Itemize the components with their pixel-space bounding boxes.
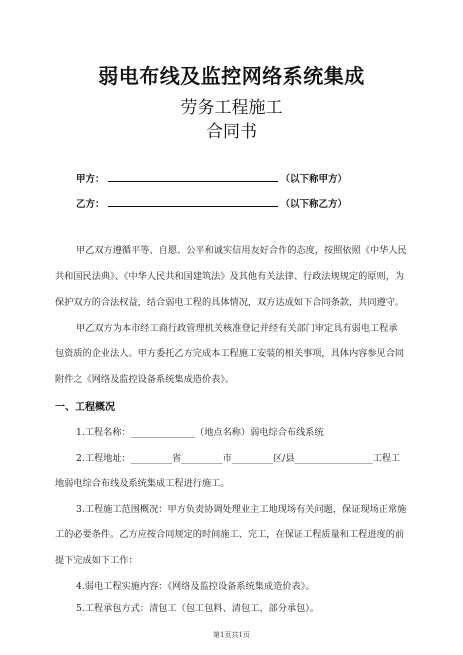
page-footer: 第1页共1页 bbox=[213, 631, 250, 639]
item-3-line-3: 提下完成如下工作： bbox=[55, 555, 138, 566]
item-1: 1.工程名称：______________（地点名称）弱电综合布线系统 bbox=[76, 427, 324, 438]
party-a-row bbox=[76, 171, 347, 185]
party-b-row bbox=[76, 196, 347, 210]
item-3-line-2: 工的必要条件。乙方应按合同规定的时间施工、完工，在保证工程质量和工程进度的前 bbox=[55, 529, 405, 540]
document-subtitle-2: 合同书 bbox=[206, 122, 257, 142]
item-2-line-2: 地弱电综合布线及系统集成工程进行施工。 bbox=[55, 478, 230, 489]
party-a-label: 甲方： bbox=[76, 174, 105, 185]
document-subtitle-1: 劳务工程施工 bbox=[180, 98, 283, 118]
party-a-blank bbox=[108, 171, 278, 182]
party-b-suffix: （以下称乙方） bbox=[280, 199, 348, 210]
item-4: 4.弱电工程实施内容：《网络及监控设备系统集成造价表》。 bbox=[76, 581, 315, 592]
paragraph-2-line-1: 甲乙双方为本市经工商行政管理机关核准登记并经有关部门审定具有弱电工程承 bbox=[76, 323, 398, 334]
section-1-heading: 一、工程概况 bbox=[55, 402, 115, 413]
paragraph-1-line-3: 保护双方的合法权益，结合弱电工程的具体情况，双方达成如下合同条款，共同遵守。 bbox=[55, 297, 405, 308]
paragraph-2-line-2: 包资质的企业法人。甲方委托乙方完成本工程施工安装的相关事项，具体内容参见合同 bbox=[55, 348, 405, 359]
paragraph-1-line-2: 共和国民法典》、《中华人民共和国建筑法》及其他有关法律、行政法规规定的原则，为 bbox=[55, 271, 405, 282]
paragraph-1-line-1: 甲乙双方遵循平等、自愿、公平和诚实信用友好合作的态度，按照依照《中华人民 bbox=[76, 245, 407, 256]
document-title: 弱电布线及监控网络系统集成 bbox=[98, 64, 365, 88]
item-2-line-1: 2.工程地址：_________省_________市_________区/县_________________工程工 bbox=[76, 453, 401, 464]
item-3-line-1: 3.工程施工范围概况：甲方负责协调处理业主工地现场有关问题，保证现场正常施 bbox=[76, 504, 407, 515]
item-5: 5.工程承包方式：清包工（包工包料、清包工、部分承包）。 bbox=[76, 603, 320, 614]
party-a-suffix: （以下称甲方） bbox=[280, 174, 348, 185]
party-b-label: 乙方： bbox=[76, 199, 105, 210]
paragraph-2-line-3: 附件之《网络及监控设备系统集成造价表》。 bbox=[55, 374, 235, 385]
party-b-blank bbox=[108, 196, 278, 207]
